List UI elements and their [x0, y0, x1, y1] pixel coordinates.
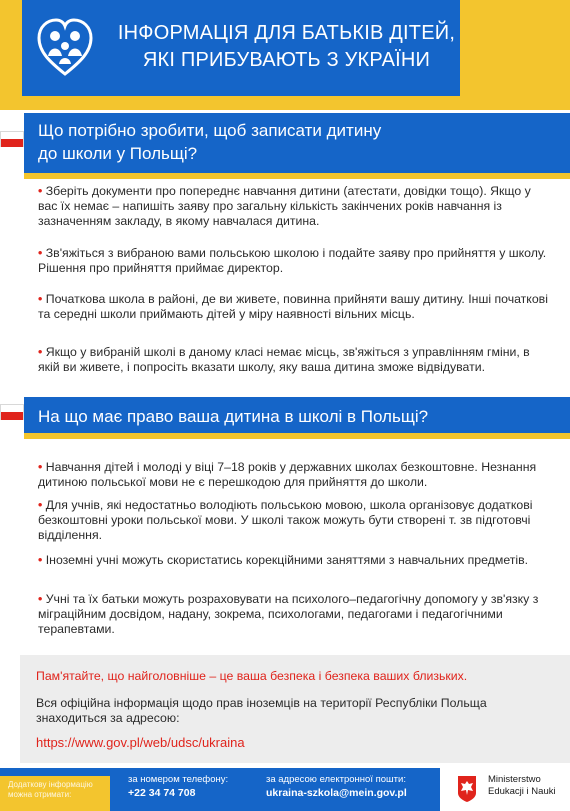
polish-eagle-icon	[455, 774, 479, 804]
family-heart-icon	[36, 16, 94, 78]
safety-warning: Пам'ятайте, що найголовніше – це ваша безпека і безпека ваших близьких.	[36, 669, 468, 683]
ministry-name	[488, 774, 556, 797]
list-item	[38, 345, 550, 375]
section1-heading	[38, 119, 538, 165]
section1-heading-line-2: до школи у Польщі?	[38, 144, 198, 163]
phone-label: за номером телефону:	[128, 774, 229, 785]
footer-contact-bar	[0, 768, 440, 811]
list-item-text: Іноземні учні можуть скористатись корекційними заняттями з навчальних предметів.	[45, 553, 529, 567]
footer	[0, 768, 570, 811]
phone-number[interactable]: +22 34 74 708	[128, 787, 196, 799]
section1-heading-line-1: Що потрібно зробити, щоб записати дитину	[38, 121, 382, 140]
bullet-icon: •	[38, 553, 43, 567]
footer-note-line-2: можна отримати:	[8, 790, 72, 799]
bullet-icon: •	[38, 460, 43, 474]
email-address[interactable]: ukraina-szkola@mein.gov.pl	[266, 787, 407, 799]
ministry-name-line-1: Ministerstwo	[488, 774, 541, 785]
list-item-text: Зберіть документи про попереднє навчання дитини (атестати, довідки тощо). Якщо у вас їх немає – напишіть заяву про загальну кількість закінчених років навчання із зазначенням закладу, в якому навчалася дитина.	[38, 184, 531, 229]
list-item-text: Навчання дітей і молоді у віці 7–18 років у державних школах безкоштовне. Незнання дитиною польської мови не є перешкодою для прийняття до школи.	[38, 460, 537, 490]
section1-heading-banner	[24, 113, 570, 179]
page-title	[114, 20, 459, 74]
list-item	[38, 592, 550, 638]
list-item-text: Для учнів, які недостатньо володіють польською мовою, школа організовує додаткові безкоштовні уроки польської мови. У школі також можуть бути створені т. зв підготовчі відділення.	[38, 498, 533, 543]
list-item	[38, 553, 550, 568]
footer-note-line-1: Додаткову інформацію	[8, 780, 93, 789]
section2-heading: На що має право ваша дитина в школі в Польщі?	[38, 407, 429, 426]
bullet-icon: •	[38, 292, 43, 306]
polish-flag-icon	[0, 404, 24, 420]
bullet-icon: •	[38, 184, 43, 198]
bullet-icon: •	[38, 498, 43, 512]
header-banner	[22, 0, 460, 96]
official-info-text: Вся офіційна інформація щодо прав іноземців на території Республіки Польща знаходиться за адресою:	[36, 696, 487, 725]
footer-note	[8, 780, 108, 800]
ministry-name-line-2: Edukacji i Nauki	[488, 785, 556, 797]
list-item	[38, 460, 550, 490]
list-item	[38, 292, 550, 322]
list-item-text: Початкова школа в районі, де ви живете, повинна прийняти вашу дитину. Інші початкові та середні школи приймають дітей у міру наявності вільних місць.	[38, 292, 548, 322]
gov-link[interactable]: https://www.gov.pl/web/udsc/ukraina	[36, 735, 245, 750]
bullet-icon: •	[38, 592, 43, 606]
polish-flag-icon	[0, 131, 24, 147]
title-line-1: ІНФОРМАЦІЯ ДЛЯ БАТЬКІВ ДІТЕЙ,	[117, 22, 456, 44]
list-item-text: Якщо у вибраній школі в даному класі немає місць, зв'яжіться з управлінням гміни, в якій ви живете, і попросіть вказати школу, яку ваша дитина зможе відвідувати.	[38, 345, 530, 375]
email-label: за адресою електронної пошти:	[266, 774, 406, 785]
list-item-text: Учні та їх батьки можуть розраховувати на психолого–педагогічну допомогу у зв'язку з міграційним досвідом, надану, зокрема, психологами, педагогами і педагогічними терапевтами.	[38, 592, 539, 637]
title-line-2: ЯКІ ПРИБУВАЮТЬ З УКРАЇНИ	[142, 49, 431, 71]
bullet-icon: •	[38, 246, 43, 260]
bullet-icon: •	[38, 345, 43, 359]
section2-heading-banner	[24, 397, 570, 439]
list-item-text: Зв'яжіться з вибраною вами польською школою і подайте заяву про прийняття у школу. Рішення про прийняття приймає директор.	[38, 246, 547, 276]
list-item	[38, 246, 550, 276]
list-item	[38, 184, 550, 230]
header	[0, 0, 570, 110]
list-item	[38, 498, 550, 544]
